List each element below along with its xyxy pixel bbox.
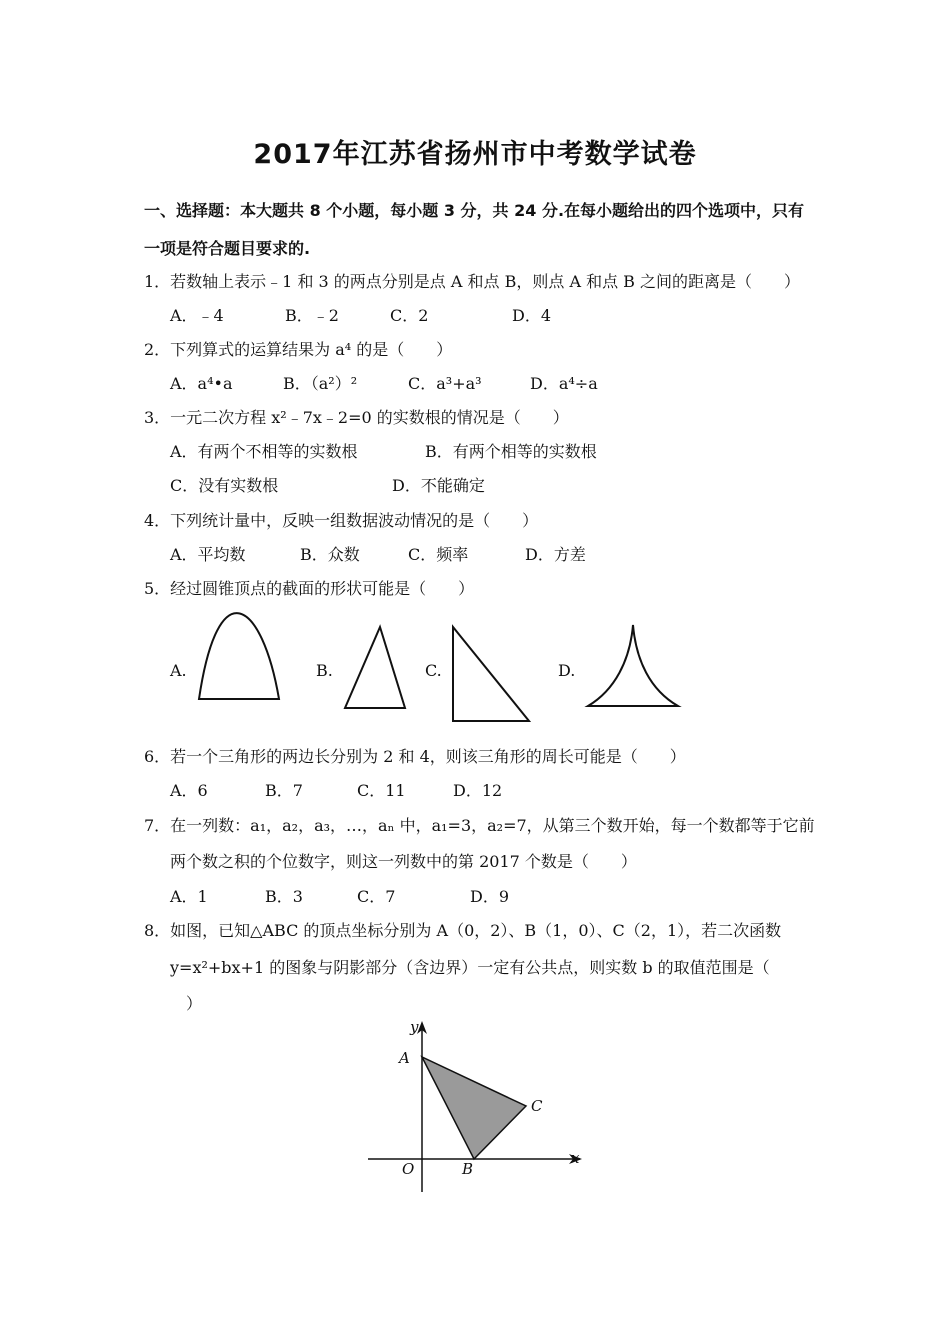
question-4-option-d: D．方差 — [525, 545, 586, 564]
origin-label: O — [402, 1160, 415, 1178]
y-axis-label: y — [410, 1018, 419, 1036]
question-5-option-c: C. — [425, 661, 442, 680]
question-7-option-a: A．1 — [170, 887, 208, 906]
question-7-option-c: C．7 — [357, 887, 396, 906]
question-1-option-d: D．4 — [512, 306, 552, 325]
section-heading-line1: 一、选择题：本大题共 8 个小题，每小题 3 分，共 24 分.在每小题给出的四个选项中，只有 — [144, 201, 805, 220]
point-a-label: A — [399, 1049, 410, 1067]
question-2-option-b: B．（a²）² — [283, 374, 358, 393]
question-5-option-d: D. — [558, 661, 576, 680]
question-7-option-b: B．3 — [265, 887, 303, 906]
question-7-stem-line2: 两个数之积的个位数字，则这一列数中的第 2017 个数是（ ） — [170, 852, 637, 871]
page-title: 2017年江苏省扬州市中考数学试卷 — [253, 139, 697, 170]
question-4-option-b: B．众数 — [300, 545, 360, 564]
question-1-option-b: B．﹣2 — [285, 306, 339, 325]
section-heading-line2: 一项是符合题目要求的. — [144, 239, 311, 258]
question-6-option-b: B．7 — [265, 781, 303, 800]
question-3-stem: 3．一元二次方程 x²﹣7x﹣2=0 的实数根的情况是（ ） — [144, 408, 569, 427]
question-1-option-c: C．2 — [390, 306, 429, 325]
question-7-option-d: D．9 — [470, 887, 510, 906]
coordinate-figure — [360, 1015, 590, 1200]
question-6-option-d: D．12 — [453, 781, 503, 800]
x-axis-label: x — [571, 1149, 580, 1167]
concave-triangle-shape-d — [588, 625, 678, 706]
question-3-option-d: D．不能确定 — [392, 476, 485, 495]
right-triangle-shape-c — [453, 627, 529, 721]
question-5-option-a: A. — [170, 661, 187, 680]
acute-triangle-shape-b — [345, 627, 405, 708]
question-6-stem: 6．若一个三角形的两边长分别为 2 和 4，则该三角形的周长可能是（ ） — [144, 747, 686, 766]
question-8-stem-line2: y=x²+bx+1 的图象与阴影部分（含边界）一定有公共点，则实数 b 的取值范围是（ — [170, 958, 770, 977]
question-4-option-c: C．频率 — [408, 545, 469, 564]
point-b-label: B — [462, 1160, 474, 1178]
question-8-stem-line3: ） — [186, 994, 203, 1013]
question-3-option-c: C．没有实数根 — [170, 476, 279, 495]
question-1-stem: 1．若数轴上表示﹣1 和 3 的两点分别是点 A 和点 B，则点 A 和点 B 之间的距离是（ ） — [144, 272, 801, 291]
question-8-stem-line1: 8．如图，已知△ABC 的顶点坐标分别为 A（0，2）、B（1，0）、C（2，1），若二次函数 — [144, 921, 782, 940]
question-2-option-a: A．a⁴•a — [170, 374, 233, 393]
point-c-label: C — [531, 1097, 543, 1115]
question-2-stem: 2．下列算式的运算结果为 a⁴ 的是（ ） — [144, 340, 453, 359]
question-5-stem: 5．经过圆锥顶点的截面的形状可能是（ ） — [144, 579, 475, 598]
question-2-option-c: C．a³+a³ — [408, 374, 482, 393]
question-6-option-c: C．11 — [357, 781, 406, 800]
question-3-option-b: B．有两个相等的实数根 — [425, 442, 597, 461]
question-6-option-a: A．6 — [170, 781, 208, 800]
question-2-option-d: D．a⁴÷a — [530, 374, 598, 393]
question-3-option-a: A．有两个不相等的实数根 — [170, 442, 358, 461]
question-1-option-a: A．﹣4 — [170, 306, 224, 325]
parabolic-section-shape-a — [199, 613, 279, 699]
question-5-option-b: B. — [316, 661, 333, 680]
question-7-stem-line1: 7．在一列数：a₁，a₂，a₃，…，aₙ 中，a₁=3，a₂=7，从第三个数开始，每一个数都等于它前 — [144, 816, 815, 835]
question-4-stem: 4．下列统计量中，反映一组数据波动情况的是（ ） — [144, 511, 539, 530]
question-4-option-a: A．平均数 — [170, 545, 246, 564]
